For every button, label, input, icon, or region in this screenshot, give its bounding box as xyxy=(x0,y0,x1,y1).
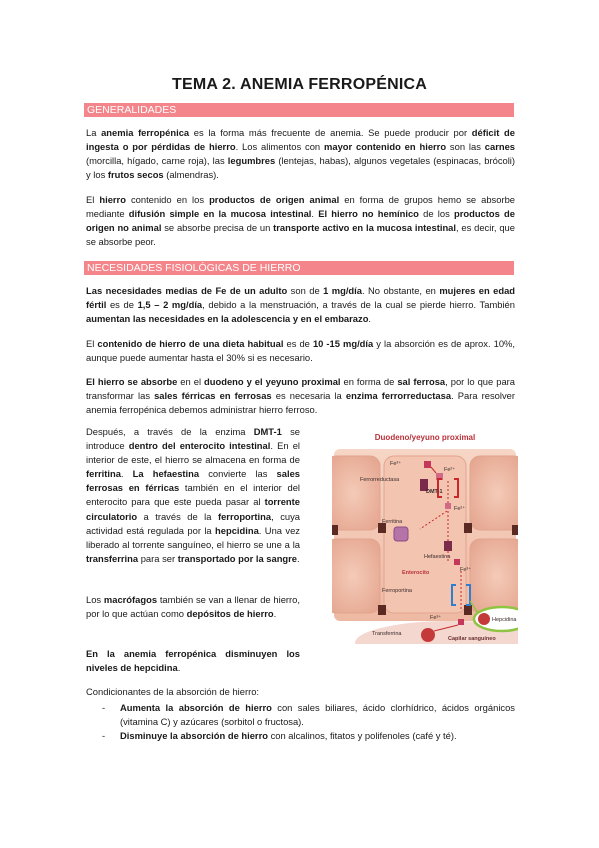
bold-run: Las necesidades medias de Fe de un adulto xyxy=(86,285,288,296)
bold-run: legumbres xyxy=(227,155,276,167)
iron-ion-fe3 xyxy=(424,461,431,468)
list-item xyxy=(86,701,515,729)
text-run: , debido a la menstruación, a través de la cual se pierde hierro. También xyxy=(202,299,515,311)
text-run: . xyxy=(297,552,300,564)
label-fe3-top: Fe³⁺ xyxy=(390,461,402,467)
iron-absorption-diagram xyxy=(332,431,518,644)
text-run: se introduce xyxy=(86,426,300,452)
list-bullet: - xyxy=(102,730,106,742)
bold-run: aumentan las necesidades en la adolescencia y en el embarazo xyxy=(86,313,369,325)
section-header-generalidades: GENERALIDADES xyxy=(84,103,514,117)
text-run: a través de la xyxy=(137,510,218,522)
bold-run: DMT-1 xyxy=(253,426,282,437)
bold-run: contenido de hierro de una dieta habitual xyxy=(97,338,284,349)
text-run: . No obstante, en xyxy=(361,285,440,296)
paragraph-definicion xyxy=(86,126,515,182)
text-run: . Para resolver anemia ferropénica debemos administrar hierro ferroso. xyxy=(86,390,515,416)
text-run: , es decir, que se absorbe peor. xyxy=(86,222,515,248)
bold-run: difusión simple en la mucosa intestinal xyxy=(128,208,312,220)
label-fe2-top: Fe²⁺ xyxy=(444,467,456,473)
text-run: contenido en los xyxy=(125,194,210,205)
neighbor-cell-bottom-right xyxy=(470,539,518,613)
text-run: con alcalinos, fitatos y polifenoles (café y té). xyxy=(267,730,457,742)
bold-run: macrófagos xyxy=(103,594,158,605)
text-run: (morcilla, hígado, carne roja), las xyxy=(86,155,228,167)
bold-run: transporte activo en la mucosa intestinal xyxy=(273,222,456,234)
text-run: Después, a través de la enzima xyxy=(86,426,254,437)
bold-run: mujeres en edad fértil xyxy=(86,285,516,311)
text-run: es necesaria la xyxy=(271,390,346,402)
text-run: es la forma más frecuente de anemia. Se puede producir por xyxy=(189,127,472,138)
text-run: El xyxy=(86,194,100,205)
tight-junction xyxy=(464,523,472,533)
bold-run: duodeno y el yeyuno proximal xyxy=(204,376,341,387)
paragraph-dmt1 xyxy=(86,425,300,566)
text-run: . xyxy=(368,313,372,325)
page-title: TEMA 2. ANEMIA FERROPÉNICA xyxy=(172,76,427,93)
bold-run: sales férricas en ferrosas xyxy=(154,390,272,402)
text-run: de los xyxy=(418,208,454,220)
text-run: . Una vez liberado al torrente sanguíneo, el hierro se une a la xyxy=(86,524,300,550)
bold-run: frutos secos xyxy=(107,169,164,181)
bold-run: déficit de ingesta o por pérdidas de hierro xyxy=(86,127,515,153)
paragraph-absorcion-duodeno xyxy=(86,375,515,417)
bold-run: 10 -15 mg/día xyxy=(312,338,374,349)
neighbor-cell-top-left xyxy=(332,456,380,530)
bold-run: ferroportina xyxy=(217,510,272,522)
text-run: El xyxy=(86,338,98,349)
text-run: también en el interior del enterocito para que este pueda pasar al xyxy=(86,482,300,508)
label-ferrorreductasa: Ferrorreductasa xyxy=(360,477,400,483)
iron-ion-fe2 xyxy=(445,503,451,509)
text-run: en forma de grupos hemo se absorbe mediante xyxy=(86,194,516,220)
text-run: . xyxy=(311,208,319,220)
text-run: . xyxy=(177,662,181,674)
text-run: y la absorción es de aprox. 10%, aunque puede aumentar hasta el 30% si es necesario. xyxy=(86,338,515,364)
text-run: Los xyxy=(86,594,104,605)
text-run: . En el interior de este, el hierro se almacena en forma de xyxy=(86,440,301,466)
iron-ion-fe3 xyxy=(458,619,464,625)
diagram-title: Duodeno/yeyuno proximal xyxy=(374,433,476,442)
label-capilar: Capilar sanguíneo xyxy=(448,636,496,642)
bold-run: El hierro se absorbe xyxy=(86,376,178,387)
bold-run: transportado por la sangre xyxy=(177,552,298,564)
paragraph-macrofagos xyxy=(86,593,300,621)
text-run: (almendras). xyxy=(163,169,219,181)
transferrina-protein xyxy=(421,628,435,642)
text-run: son de xyxy=(287,285,324,296)
label-enterocito: Enterocito xyxy=(402,570,430,576)
list-item xyxy=(86,729,515,743)
bold-run: Disminuye la absorción de hierro xyxy=(120,730,268,742)
paragraph-necesidades xyxy=(86,284,515,326)
text-run: en forma de xyxy=(340,376,398,387)
bold-run: torrente circulatorio xyxy=(86,496,300,522)
text-run: es de xyxy=(106,299,138,311)
tight-junction xyxy=(464,605,472,615)
text-run: (lentejas, habas), algunos vegetales (espinacas, brócoli) y los xyxy=(86,155,516,181)
list-bullet: - xyxy=(102,702,106,713)
paragraph-condicionantes: Condicionantes de la absorción de hierro: xyxy=(86,686,260,697)
bold-run: enzima ferrorreductasa xyxy=(345,390,452,402)
bold-run: anemia ferropénica xyxy=(101,127,190,138)
text-run: en el xyxy=(177,376,205,387)
text-run: , cuya actividad está regulada por la xyxy=(86,510,301,536)
bold-run: En la anemia ferropénica disminuyen los niveles de hepcidina xyxy=(86,648,300,674)
tight-junction xyxy=(378,605,386,615)
text-run: La xyxy=(86,127,102,138)
paragraph-absorcion-hemo xyxy=(86,193,515,249)
paragraph-hepcidina xyxy=(86,647,300,675)
label-fe2-mid: Fe²⁺ xyxy=(454,506,466,512)
label-ferroportina: Ferroportina xyxy=(382,588,412,594)
hefaestina-protein xyxy=(444,541,452,551)
label-dmt1: DMT-1 xyxy=(426,489,443,495)
label-ferritina: Ferritina xyxy=(382,519,403,525)
bold-run: El hierro no hemínico xyxy=(318,208,419,220)
text-run: también se van a llenar de hierro, por lo que actúan como xyxy=(86,594,300,620)
section-header-necesidades: NECESIDADES FISIOLÓGICAS DE HIERRO xyxy=(84,261,514,275)
bold-run: 1,5 – 2 mg/día xyxy=(137,299,203,311)
text-run: se absorbe precisa de un xyxy=(161,222,274,234)
label-fe3-bottom: Fe³⁺ xyxy=(430,615,442,621)
label-transferrina: Transferrina xyxy=(372,631,402,637)
bold-run: sales ferrosas en férricas xyxy=(86,468,301,494)
bold-run: productos de origen no animal xyxy=(86,208,515,234)
label-hepcidina: Hepcidina xyxy=(492,617,517,623)
bold-run: La hefaestina xyxy=(132,468,200,480)
bold-run: Aumenta la absorción de hierro xyxy=(120,702,272,713)
diagram-svg xyxy=(332,431,518,644)
text-run: es de xyxy=(283,338,313,349)
paragraph-dieta xyxy=(86,337,515,365)
ferritina-protein xyxy=(394,527,408,541)
text-run: convierte las xyxy=(199,468,277,480)
text-run: , por lo que para transformar las xyxy=(86,376,515,402)
text-run: para ser xyxy=(138,552,178,564)
bold-run: hepcidina xyxy=(215,524,259,536)
iron-ion-fe3 xyxy=(454,559,460,565)
bold-run: transferrina xyxy=(86,552,139,564)
tight-junction xyxy=(332,525,338,535)
bold-run: hierro xyxy=(99,194,126,205)
label-hefaestina: Hefaestina xyxy=(424,554,451,560)
hepcidina-molecule xyxy=(478,613,490,625)
bold-run: sal ferrosa xyxy=(397,376,446,387)
label-fe3-mid: Fe³⁺ xyxy=(460,567,472,573)
bold-run: mayor contenido en hierro xyxy=(324,141,447,153)
bold-run: carnes xyxy=(484,141,515,153)
bold-run: dentro del enterocito intestinal xyxy=(128,440,271,452)
text-run: . xyxy=(273,608,277,620)
bold-run: 1 mg/día xyxy=(323,285,362,296)
bold-run: ferritina xyxy=(86,468,121,480)
condicionantes-list xyxy=(86,701,515,743)
text-run: con sales biliares, ácido clorhídrico, ácidos orgánicos (vitamina C) y azúcares (sorbitol o fructosa). xyxy=(120,702,515,728)
text-run: son las xyxy=(446,141,485,153)
bold-run: depósitos de hierro xyxy=(186,608,274,620)
neighbor-cell-bottom-left xyxy=(332,539,380,613)
text-run: . xyxy=(120,468,133,480)
neighbor-cell-top-right xyxy=(470,456,518,530)
bold-run: productos de origen animal xyxy=(209,194,340,205)
tight-junction xyxy=(512,525,518,535)
text-run: . Los alimentos con xyxy=(235,141,325,153)
